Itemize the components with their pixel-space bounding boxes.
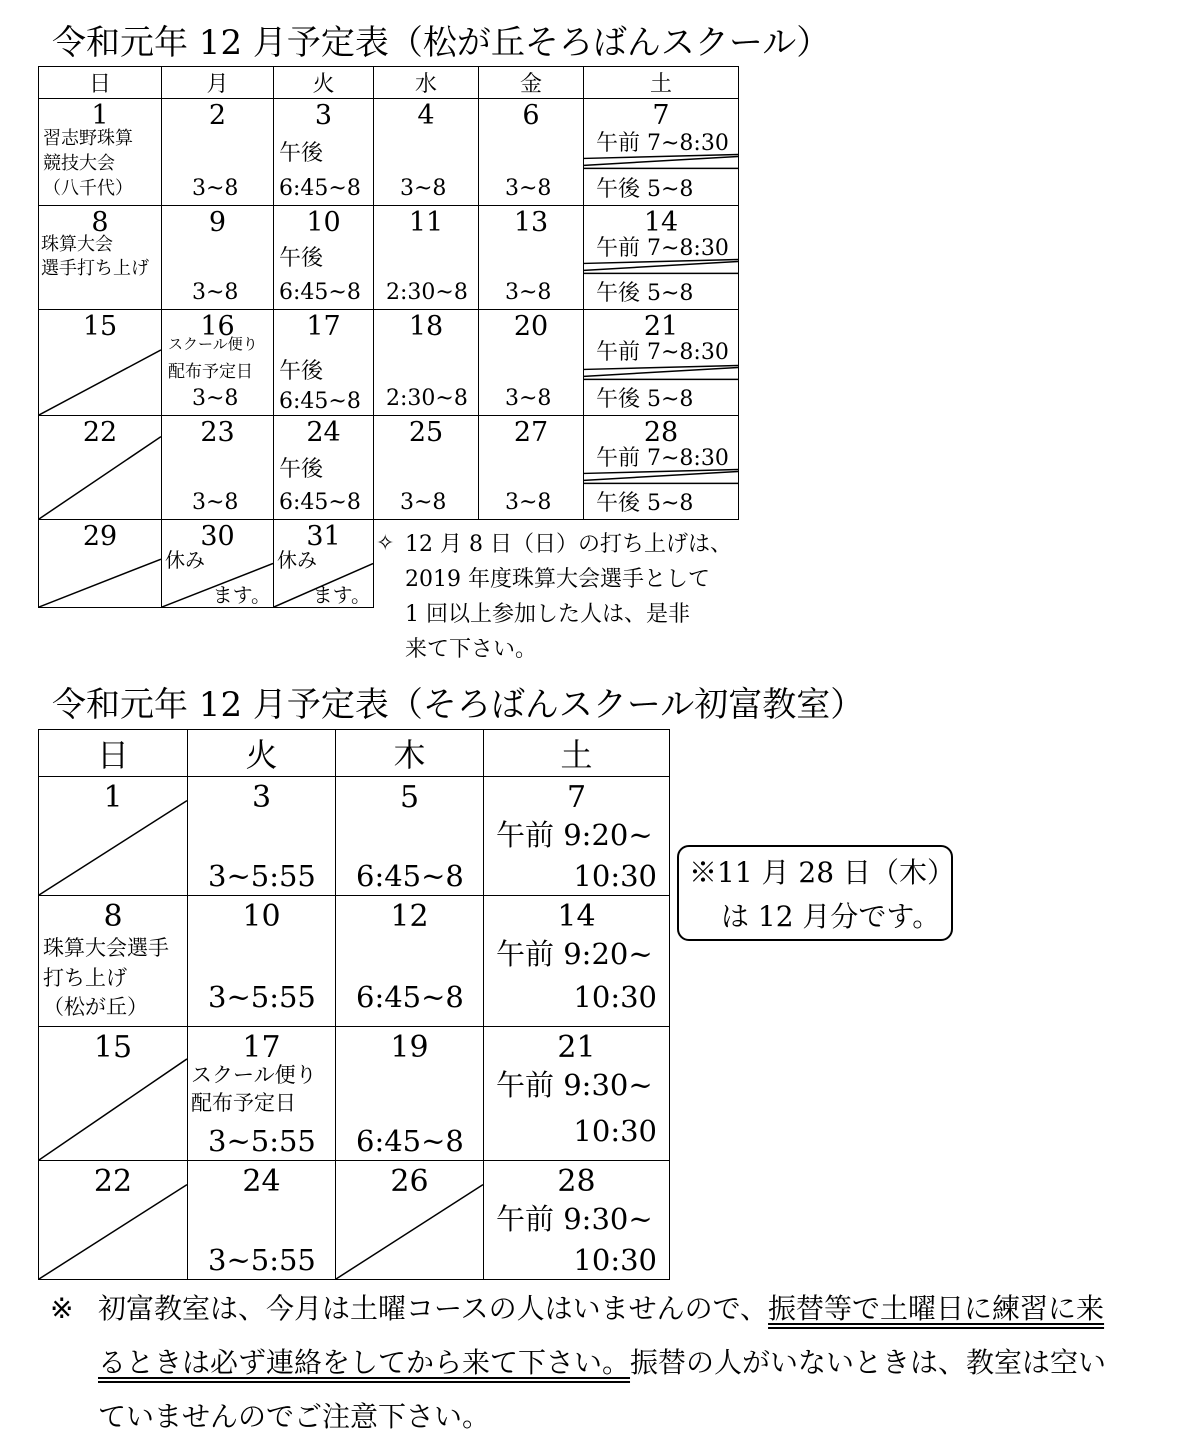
time-slot: 3~8: [505, 280, 552, 305]
event-line: （松が丘）: [43, 995, 148, 1019]
day-number: 24: [306, 417, 341, 448]
saturday-cell: [484, 777, 670, 896]
day-number: 28: [643, 417, 679, 448]
day-cell-closed: [336, 1161, 484, 1280]
time-slot: 3~8: [192, 386, 239, 411]
day-number: 18: [408, 311, 444, 342]
day-number: 14: [643, 207, 679, 238]
day-cell: [336, 777, 484, 896]
day-cell-closed: [39, 1161, 188, 1280]
day-number: 23: [200, 417, 235, 448]
schedule1-title: 令和元年 12 月予定表（松が丘そろばんスクール）: [52, 23, 831, 63]
closed-text: 休み: [165, 548, 205, 572]
day-cell: [274, 206, 374, 310]
saturday-cell: [584, 416, 739, 520]
day-number: 1: [103, 780, 123, 815]
schedule2-title: 令和元年 12 月予定表（そろばんスクール初富教室）: [52, 685, 865, 725]
note-line: 1 回以上参加した人は、是非: [405, 602, 690, 627]
time-slot: 6:45~8: [279, 280, 361, 305]
time-slot: 6:45~8: [356, 859, 464, 893]
no-class-slash: [39, 520, 161, 607]
day-cell-closed: [39, 520, 162, 608]
header-sat: 土: [584, 67, 739, 99]
schedule2-calendar: [38, 729, 670, 1280]
day-number: 24: [242, 1164, 281, 1199]
diamond-icon: ✧: [376, 531, 395, 556]
header-tue: 火: [188, 730, 336, 777]
day-cell: [162, 310, 274, 416]
day-number: 2: [208, 100, 227, 131]
am-slot-end: 10:30: [573, 1114, 657, 1148]
schedule2-note-box: [677, 845, 953, 941]
schedule1-week-row: [39, 416, 739, 520]
closed-text: 休み: [277, 548, 317, 572]
day-number: 9: [208, 207, 227, 238]
header-thu: 木: [336, 730, 484, 777]
day-number: 31: [306, 521, 341, 552]
event-line: 珠算大会: [41, 234, 113, 255]
notice-text: ていませんのでご注意下さい。: [98, 1400, 491, 1434]
saturday-cell: [484, 1161, 670, 1280]
day-cell: [39, 99, 162, 206]
day-cell-closed: [39, 416, 162, 520]
day-number: 3: [251, 780, 272, 815]
saturday-cell: [484, 1027, 670, 1161]
saturday-cell: [584, 206, 739, 310]
header-tue: 火: [274, 67, 374, 99]
notice-text: 振替の人がいないときは、教室は空い: [630, 1346, 1107, 1380]
event-line: 選手打ち上げ: [41, 258, 149, 279]
day-cell: [479, 99, 584, 206]
closed-text: ます。: [312, 583, 371, 607]
day-number: 4: [417, 100, 435, 131]
time-slot: 2:30~8: [386, 386, 468, 411]
schedule2-week-row: [39, 896, 670, 1027]
saturday-cell: [584, 310, 739, 416]
day-number: 10: [306, 207, 341, 238]
day-cell-closed: [162, 520, 274, 608]
time-slot: 6:45~8: [279, 490, 361, 515]
day-cell: [274, 416, 374, 520]
day-cell-closed: [39, 1027, 188, 1161]
day-number: 27: [513, 417, 549, 448]
day-cell: [374, 310, 479, 416]
day-number: 15: [93, 1030, 133, 1065]
time-slot: 6:45~8: [356, 980, 464, 1014]
day-number: 28: [557, 1164, 596, 1199]
box-line: は 12 月分です。: [721, 900, 941, 933]
day-number: 30: [200, 521, 235, 552]
am-slot: 午前 7~8:30: [596, 131, 729, 156]
time-slot: 3~5:55: [208, 980, 316, 1014]
day-cell: [479, 416, 584, 520]
notice-line: スクール便り: [191, 1063, 317, 1087]
time-slot: 3~8: [192, 280, 239, 305]
day-number: 25: [408, 417, 444, 448]
day-number: 29: [82, 521, 118, 552]
header-sun: 日: [39, 730, 188, 777]
day-cell: [274, 310, 374, 416]
reference-mark: ※: [50, 1292, 74, 1325]
day-number: 12: [390, 899, 429, 934]
day-cell: [374, 99, 479, 206]
day-number: 8: [91, 207, 109, 238]
no-class-slash: [39, 777, 187, 895]
day-cell: [479, 310, 584, 416]
day-number: 22: [93, 1164, 133, 1199]
time-slot: 3~8: [400, 490, 447, 515]
am-slot: 午前 9:20~: [496, 937, 653, 971]
am-slot: 午前 9:30~: [496, 1202, 653, 1236]
time-slot: 3~5:55: [208, 859, 316, 893]
no-class-slash: [39, 416, 161, 519]
day-number: 13: [513, 207, 549, 238]
am-slot: 午前 9:20~: [496, 818, 653, 852]
day-cell: [188, 1027, 336, 1161]
day-cell: [162, 416, 274, 520]
time-slot: 6:45~8: [279, 176, 361, 201]
footer-notice: [50, 1282, 1106, 1444]
time-slot: 3~8: [192, 490, 239, 515]
day-cell: [188, 777, 336, 896]
am-slot: 午前 7~8:30: [596, 340, 729, 365]
am-slot: 午前 7~8:30: [596, 446, 729, 471]
time-slot: 3~5:55: [208, 1243, 316, 1277]
day-number: 11: [408, 207, 444, 238]
day-number: 17: [306, 311, 341, 342]
time-slot: 2:30~8: [386, 280, 468, 305]
schedule1-week-row: [39, 99, 739, 206]
event-line: （八千代）: [43, 178, 133, 199]
day-cell: [162, 99, 274, 206]
time-label: 午後: [279, 457, 324, 482]
header-sun: 日: [39, 67, 162, 99]
schedule1-note: [376, 527, 732, 667]
day-number: 6: [522, 100, 540, 131]
day-number: 7: [652, 100, 670, 131]
time-slot: 6:45~8: [356, 1124, 464, 1158]
time-label: 午後: [279, 246, 324, 271]
day-cell: [479, 206, 584, 310]
closed-text: ます。: [212, 583, 271, 607]
am-slot-end: 10:30: [573, 859, 657, 893]
time-slot: 3~8: [400, 176, 447, 201]
note-line: 12 月 8 日（日）の打ち上げは、: [405, 532, 732, 557]
day-cell: [274, 99, 374, 206]
am-slot: 午前 9:30~: [496, 1068, 653, 1102]
notice-line: スクール便り: [168, 335, 258, 353]
time-slot: 3~8: [505, 386, 552, 411]
schedule2-week-row: [39, 1027, 670, 1161]
day-cell: [162, 206, 274, 310]
note-line: 2019 年度珠算大会選手として: [405, 567, 710, 592]
time-slot: 3~5:55: [208, 1124, 316, 1158]
event-line: 打ち上げ: [43, 966, 127, 990]
day-number: 5: [399, 780, 420, 815]
pm-slot: 午後 5~8: [596, 177, 694, 202]
schedule1-week-row: [39, 206, 739, 310]
am-slot-end: 10:30: [573, 1243, 657, 1277]
day-number: 20: [513, 311, 549, 342]
day-number: 17: [242, 1030, 281, 1065]
pm-slot: 午後 5~8: [596, 281, 694, 306]
event-line: 習志野珠算: [43, 128, 133, 149]
header-mon: 月: [162, 67, 274, 99]
note-line: 来て下さい。: [405, 637, 538, 662]
pm-slot: 午後 5~8: [596, 387, 694, 412]
event-line: 珠算大会選手: [43, 936, 169, 960]
time-slot: 3~8: [505, 490, 552, 515]
day-cell: [188, 896, 336, 1027]
time-label: 午後: [279, 141, 324, 166]
day-cell: [374, 416, 479, 520]
schedule1-week-row: [39, 310, 739, 416]
schedule2-week-row: [39, 1161, 670, 1280]
day-cell: [39, 206, 162, 310]
day-cell: [336, 1027, 484, 1161]
time-slot: 6:45~8: [279, 389, 361, 414]
pm-slot: 午後 5~8: [596, 491, 694, 516]
am-slot: 午前 7~8:30: [596, 236, 729, 261]
day-cell-closed: [274, 520, 374, 608]
day-number: 16: [200, 311, 235, 342]
notice-line: 配布予定日: [191, 1091, 296, 1115]
day-number: 21: [557, 1030, 596, 1065]
day-number: 8: [103, 899, 123, 934]
time-slot: 3~8: [192, 176, 239, 201]
no-class-slash: [336, 1161, 483, 1279]
day-cell: [336, 896, 484, 1027]
event-line: 競技大会: [43, 153, 115, 174]
day-cell: [188, 1161, 336, 1280]
notice-text-emphasis: るときは必ず連絡をしてから来て下さい。: [98, 1346, 631, 1380]
day-number: 1: [91, 100, 109, 131]
notice-line: 配布予定日: [168, 362, 253, 382]
day-number: 15: [82, 311, 118, 342]
time-label: 午後: [279, 359, 324, 384]
day-number: 7: [566, 780, 587, 815]
time-slot: 3~8: [505, 176, 552, 201]
header-sat: 土: [484, 730, 670, 777]
day-number: 10: [242, 899, 281, 934]
saturday-cell: [484, 896, 670, 1027]
header-wed: 水: [374, 67, 479, 99]
box-line: ※11 月 28 日（木）: [689, 856, 955, 889]
no-class-slash: [39, 310, 161, 415]
header-fri: 金: [479, 67, 584, 99]
day-number: 3: [314, 100, 333, 131]
notice-text: 初富教室は、今月は土曜コースの人はいませんので、: [98, 1292, 769, 1325]
no-class-slash: [39, 1161, 187, 1279]
no-class-slash: [39, 1027, 187, 1160]
schedule2-week-row: [39, 777, 670, 896]
notice-text-emphasis: 振替等で土曜日に練習に来: [768, 1292, 1105, 1325]
day-cell-closed: [39, 310, 162, 416]
day-number: 26: [390, 1164, 429, 1199]
schedule2-header-row: [39, 730, 670, 777]
saturday-cell: [584, 99, 739, 206]
day-cell: [39, 896, 188, 1027]
day-cell: [374, 206, 479, 310]
day-number: 14: [557, 899, 596, 934]
day-cell-closed: [39, 777, 188, 896]
schedule1-header-row: [39, 67, 739, 99]
day-number: 19: [390, 1030, 429, 1065]
day-number: 21: [643, 311, 679, 342]
am-slot-end: 10:30: [573, 980, 657, 1014]
day-number: 22: [82, 417, 118, 448]
